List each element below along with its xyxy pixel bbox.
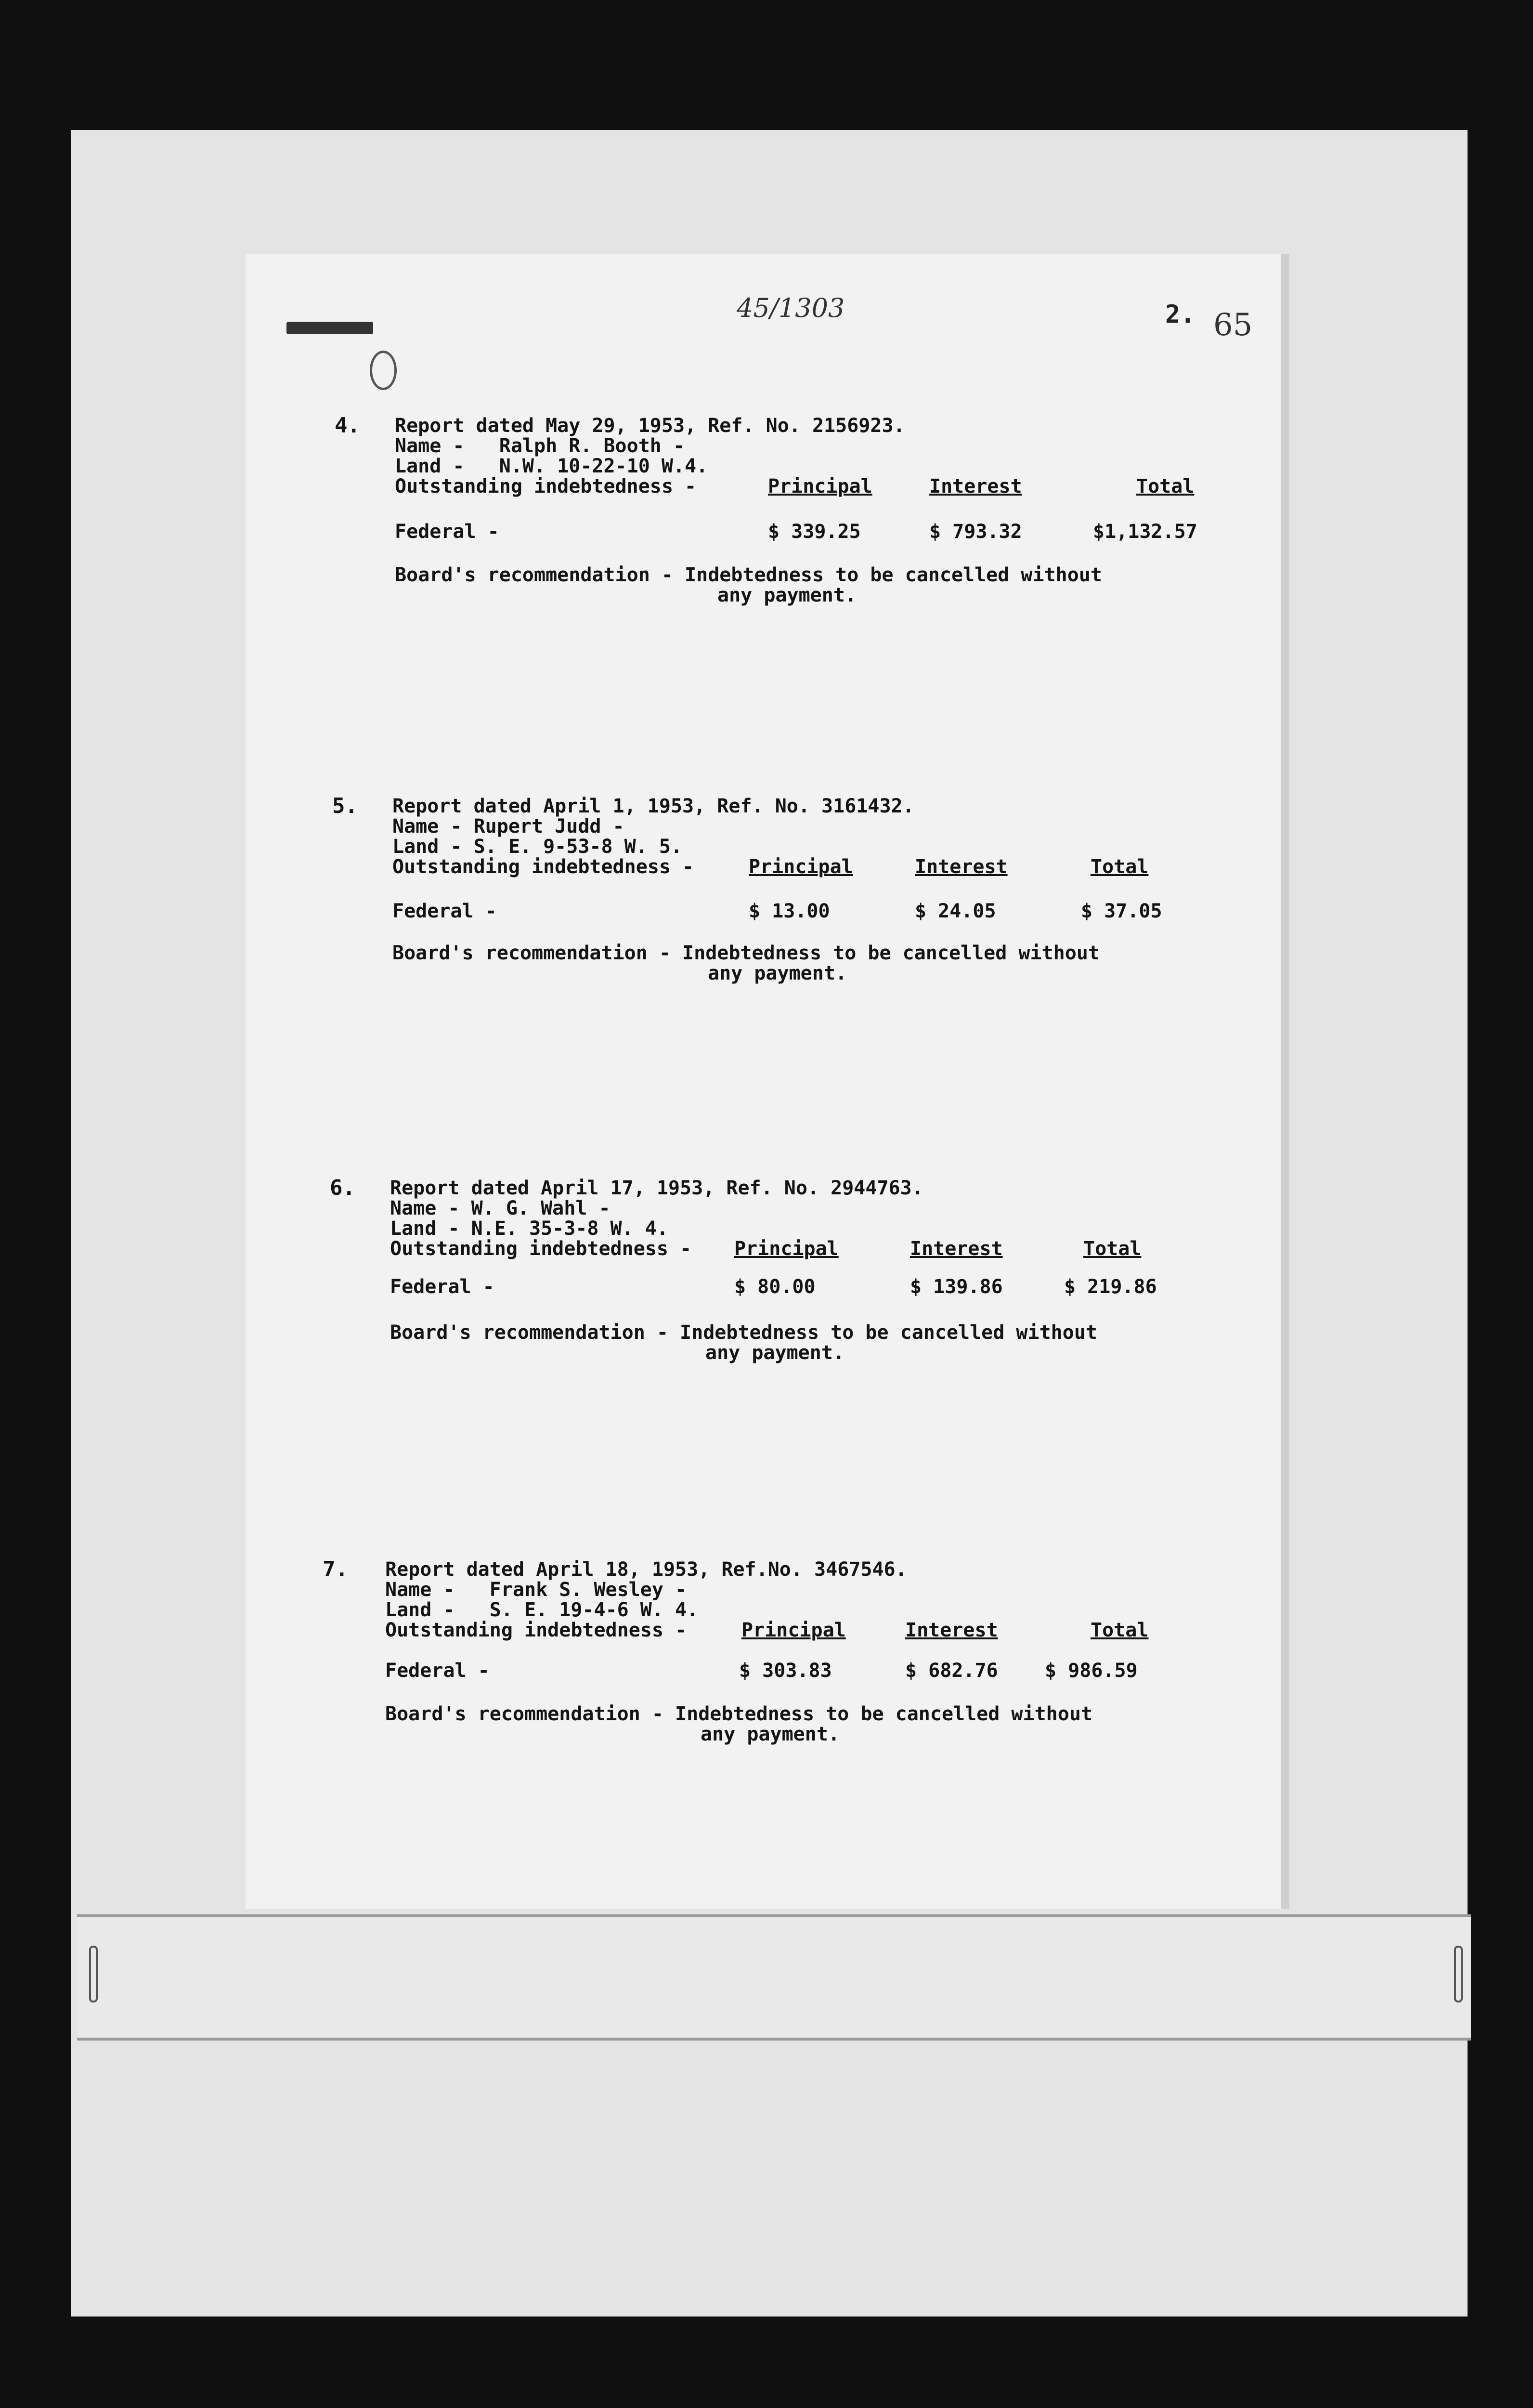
interest-amount: $ 682.76 xyxy=(905,1660,998,1682)
report-line: Report dated April 18, 1953, Ref.No. 3467546. xyxy=(385,1558,907,1581)
name-line: Name - Frank S. Wesley - xyxy=(385,1579,687,1601)
entry-number: 7. xyxy=(323,1557,348,1582)
principal-header: Principal xyxy=(734,1238,839,1260)
recommendation-continued: any payment. xyxy=(708,962,847,984)
outstanding-line: Outstanding indebtedness - xyxy=(392,856,694,878)
principal-header: Principal xyxy=(741,1619,846,1641)
entry-number: 4. xyxy=(335,413,360,438)
principal-header: Principal xyxy=(749,856,853,878)
total-header: Total xyxy=(1091,1619,1149,1641)
federal-label: Federal - xyxy=(395,521,499,543)
total-header: Total xyxy=(1091,856,1149,878)
stamp-oval xyxy=(370,351,397,390)
report-line: Report dated May 29, 1953, Ref. No. 2156923. xyxy=(395,415,905,437)
right-clip-mark xyxy=(1454,1946,1463,2002)
backing-strip xyxy=(77,1914,1471,2041)
recommendation-line: Board's recommendation - Indebtedness to be cancelled without xyxy=(395,564,1103,586)
federal-label: Federal - xyxy=(390,1276,494,1298)
principal-amount: $ 13.00 xyxy=(749,900,830,922)
name-line: Name - Ralph R. Booth - xyxy=(395,435,685,457)
outstanding-line: Outstanding indebtedness - xyxy=(395,475,697,497)
interest-header: Interest xyxy=(910,1238,1003,1260)
folio-number: 65 xyxy=(1213,307,1253,343)
report-line: Report dated April 1, 1953, Ref. No. 3161432. xyxy=(392,795,914,817)
outstanding-line: Outstanding indebtedness - xyxy=(385,1619,687,1641)
name-line: Name - W. G. Wahl - xyxy=(390,1197,611,1219)
page-number: 2. xyxy=(1165,300,1195,329)
total-amount: $ 219.86 xyxy=(1064,1276,1157,1298)
principal-amount: $ 303.83 xyxy=(739,1660,832,1682)
recommendation-line: Board's recommendation - Indebtedness to be cancelled without xyxy=(390,1322,1098,1344)
principal-amount: $ 339.25 xyxy=(768,521,861,543)
interest-amount: $ 24.05 xyxy=(915,900,996,922)
total-amount: $ 986.59 xyxy=(1045,1660,1138,1682)
recommendation-continued: any payment. xyxy=(705,1342,844,1364)
total-amount: $ 37.05 xyxy=(1081,900,1162,922)
interest-header: Interest xyxy=(905,1619,998,1641)
recommendation-continued: any payment. xyxy=(701,1723,840,1745)
stamp-mark xyxy=(286,322,373,334)
principal-header: Principal xyxy=(768,475,872,497)
interest-header: Interest xyxy=(929,475,1022,497)
interest-header: Interest xyxy=(915,856,1008,878)
report-line: Report dated April 17, 1953, Ref. No. 2944763. xyxy=(390,1177,923,1199)
recommendation-line: Board's recommendation - Indebtedness to be cancelled without xyxy=(385,1703,1093,1725)
total-header: Total xyxy=(1083,1238,1142,1260)
recommendation-line: Board's recommendation - Indebtedness to be cancelled without xyxy=(392,942,1100,964)
name-line: Name - Rupert Judd - xyxy=(392,815,624,838)
left-clip-mark xyxy=(89,1946,98,2002)
outstanding-line: Outstanding indebtedness - xyxy=(390,1238,692,1260)
typed-page xyxy=(246,254,1281,1909)
land-line: Land - N.E. 35-3-8 W. 4. xyxy=(390,1217,668,1240)
total-header: Total xyxy=(1136,475,1195,497)
federal-label: Federal - xyxy=(392,900,497,922)
total-amount: $1,132.57 xyxy=(1093,521,1197,543)
principal-amount: $ 80.00 xyxy=(734,1276,816,1298)
land-line: Land - S. E. 9-53-8 W. 5. xyxy=(392,836,683,858)
handwritten-reference: 45/1303 xyxy=(737,293,845,323)
land-line: Land - N.W. 10-22-10 W.4. xyxy=(395,455,708,477)
entry-number: 5. xyxy=(332,794,358,818)
interest-amount: $ 139.86 xyxy=(910,1276,1003,1298)
recommendation-continued: any payment. xyxy=(717,584,857,606)
federal-label: Federal - xyxy=(385,1660,490,1682)
interest-amount: $ 793.32 xyxy=(929,521,1022,543)
entry-number: 6. xyxy=(330,1176,355,1200)
land-line: Land - S. E. 19-4-6 W. 4. xyxy=(385,1599,699,1621)
